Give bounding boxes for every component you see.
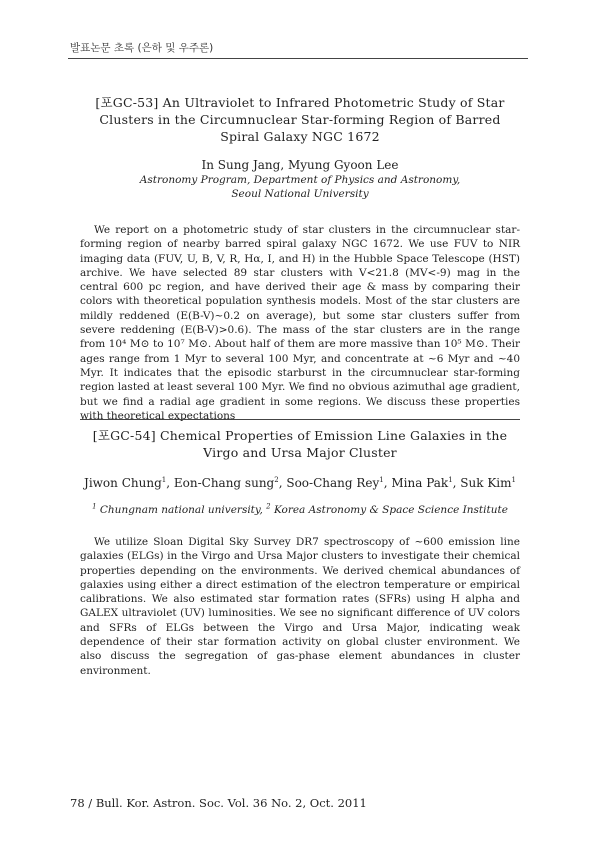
author-name: Eon-Chang sung xyxy=(173,476,275,490)
affiliation-line: Seoul National University xyxy=(231,188,369,200)
abstract-title: [포GC-53] An Ultraviolet to Infrared Photometric Study of Star Clusters in the Circumnuclear Star-forming Region of Barred Spiral Galaxy NGC 1672 xyxy=(95,95,505,144)
abstract-body: We utilize Sloan Digital Sky Survey DR7 spectroscopy of ~600 emission line galaxies (ELGs) in the Virgo and Ursa Major clusters to investigate their chemical properties depending on the environments. We derived chemical abundances of galaxies using either a direct estimation of the electron temperature or empirical calibrations. We also estimated star formation rates (SFRs) using H alpha and GALEX ultraviolet (UV) luminosities. We see no significant difference of UV colors and SFRs of ELGs between the Virgo and Ursa Major, indicating weak dependence of their star formation activity on global cluster environment. We also discuss the segregation of gas-phase element abundances in cluster environment. xyxy=(80,536,520,677)
author-sup: 1 xyxy=(511,476,516,484)
author-name: Mina Pak xyxy=(391,476,449,490)
author-sup: 1 xyxy=(448,476,453,484)
author-sup: 2 xyxy=(274,476,279,484)
affil-name: Chungnam national university, xyxy=(99,504,263,516)
abstract-gc54 xyxy=(80,427,520,678)
author-name: Soo-Chang Rey xyxy=(286,476,380,490)
page-footer: 78 / Bull. Kor. Astron. Soc. Vol. 36 No. 2, Oct. 2011 xyxy=(70,796,367,810)
affiliation-line: Astronomy Program, Department of Physics and Astronomy, xyxy=(139,174,461,186)
section-divider xyxy=(80,419,520,420)
author-name: Suk Kim xyxy=(460,476,512,490)
running-header: 발표논문 초록 (은하 및 우주론) xyxy=(70,42,214,54)
abstract-body: We report on a photometric study of star clusters in the circumnuclear star-forming region of nearby barred spiral galaxy NGC 1672. We use FUV to NIR imaging data (FUV, U, B, V, R, Hα, I, and H) in the Hubble Space Telescope (HST) archive. We have selected 89 star clusters with V<21.8 (MV<-9) mag in the central 600 pc region, and have derived their age & mass by comparing their colors with theoretical population synthesis models. Most of the star clusters are mildly reddened (E(B-V)~0.2 on average), but some star clusters suffer from severe reddening (E(B-V)>0.6). The mass of the star clusters are in the range from 10⁴ M⊙ to 10⁷ M⊙. About half of them are more massive than 10⁵ M⊙. Their ages range from 1 Myr to several 100 Myr, and concentrate at ~6 Myr and ~40 Myr. It indicates that the episodic starburst in the circumnuclear star-forming region lasted at least several 100 Myr. We find no obvious azimuthal age gradient, but we find a radial age gradient in some regions. We discuss these properties with theoretical expectations xyxy=(80,224,520,422)
affil-sup: 1 xyxy=(92,502,97,511)
header-rule xyxy=(68,58,528,59)
abstract-authors: In Sung Jang, Myung Gyoon Lee xyxy=(201,158,399,172)
abstract-authors: Jiwon Chung$^1$, Eon-Chang sung$^2$, Soo-Chang Rey$^1$, Mina Pak$^1$, Suk Kim$^1$ xyxy=(84,476,516,490)
abstract-gc53 xyxy=(80,94,520,423)
author-sup: 1 xyxy=(161,476,167,484)
abstract-title: [포GC-54] Chemical Properties of Emission Line Galaxies in the Virgo and Ursa Major Cluster xyxy=(92,428,508,460)
author-name: Jiwon Chung xyxy=(84,476,162,490)
affiliation-line xyxy=(80,503,520,517)
author-sup: 1 xyxy=(379,476,384,484)
affil-sup: 2 xyxy=(266,502,271,511)
affil-name: Korea Astronomy & Space Science Institute xyxy=(273,504,508,516)
